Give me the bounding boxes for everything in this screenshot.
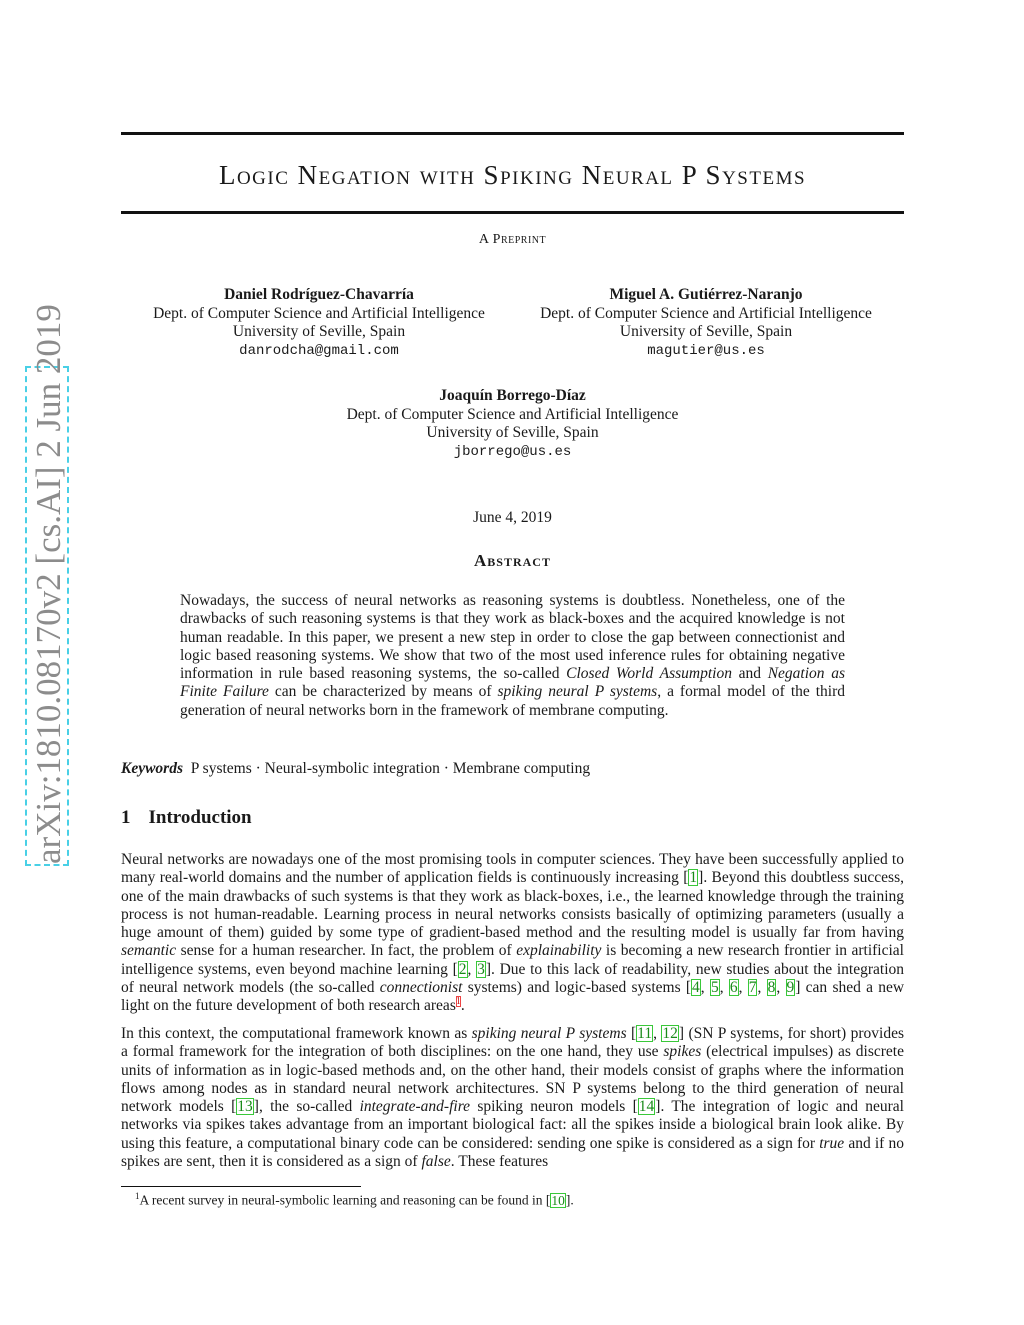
footnote-rule [121,1186,361,1187]
abstract-text: Nowadays, the success of neural networks as reasoning systems is doubtless. Nonetheless, one of the drawbacks of such reasoning systems is that they work as black-boxes and the acquired knowledge is not human readable. In this paper, we present a new step in order to close the gap between connectionist and logic based reasoning systems. We show that two of the most used inference rules for obtaining negative information in rule based reasoning systems, the so-called Closed World Assumption and Negation as Finite Failure can be characterized by means of spiking neural P systems, a formal model of the third generation of neural networks born in the framework of membrane computing. [180,592,846,719]
citation-link[interactable]: 3 [477,960,485,978]
paper-title: Logic Negation with Spiking Neural P Systems [218,160,807,190]
author-univ: University of Seville, Spain [426,424,599,441]
title-bottom-rule [121,211,904,214]
citation-link[interactable]: 13 [237,1098,253,1116]
citation-link[interactable]: 10 [551,1192,565,1208]
citation-link[interactable]: 6 [729,979,738,997]
citation-link[interactable]: 2 [458,960,467,978]
citation-link[interactable]: 14 [638,1098,655,1116]
author-block [121,387,904,461]
abstract-heading: Abstract [474,551,551,570]
citation-link[interactable]: 8 [767,979,776,997]
paper-date: June 4, 2019 [473,509,552,526]
author-email[interactable]: jborrego@us.es [453,443,572,460]
author-dept: Dept. of Computer Science and Artificial Intelligence [346,405,679,423]
author-email[interactable]: danrodcha@gmail.com [239,342,399,359]
keywords [121,760,590,778]
author-dept: Dept. of Computer Science and Artificial Intelligence [153,304,485,322]
footnote-link[interactable]: 1 [455,996,461,1008]
keywords-text: P systems · Neural-symbolic integration · Membrane computing [190,760,591,777]
preprint-label: A Preprint [478,232,547,247]
citation-link[interactable]: 9 [786,979,795,997]
citation-link[interactable]: 5 [710,979,719,997]
author-name: Miguel A. Gutiérrez-Naranjo [609,286,803,303]
citation-link[interactable]: 4 [692,979,700,997]
intro-paragraph-2: In this context, the computational framework known as spiking neural P systems [11, 12] (SN P systems, for short) provides a formal framework for the integration of both disciplines: on the one hand, they use spikes (electrical impulses) as discrete units of information as in logic-based methods and, on the other hand, their models consist of graphs where the information flows among nodes as in standard neural network architectures. SN P systems belong to the third generation of neural network models [13], the so-called integrate-and-fire spiking neuron models [14]. The integration of logic and neural networks via spikes takes advantage from an important biological fact: all the spikes inside a biological brain look alike. By using this feature, a computational binary code can be considered: sending one spike is considered as a sign for true and if no spikes are sent, then it is considered as a sign of false. These features [121,1025,904,1171]
keywords-label: Keywords [121,760,183,777]
author-block [121,286,517,360]
author-name: Daniel Rodríguez-Chavarría [224,286,414,303]
author-name: Joaquín Borrego-Díaz [439,387,586,404]
citation-link[interactable]: 1 [689,869,698,887]
author-email[interactable]: magutier@us.es [647,342,765,359]
author-univ: University of Seville, Spain [619,323,793,340]
title-top-rule [121,132,904,135]
intro-paragraph-1: Neural networks are nowadays one of the most promising tools in computer sciences. They have been successfully applied to many real-world domains and the number of application fields is continuously increasing [1]. Beyond this doubtless success, one of the main drawbacks of such systems is that they work as black-boxes, i.e., the learned knowledge through the training process is not human-readable. Learning process in neural networks consists basically of optimizing parameters (usually a huge amount of them) guided by some type of gradient-based method and the resulting model is usually far from having semantic sense for a human researcher. In fact, the problem of explainability is becoming a new research frontier in artificial intelligence systems, even beyond machine learning [2, 3]. Due to this lack of readability, new studies about the integration of neural network models (the so-called connectionist systems) and logic-based systems [4, 5, 6, 7, 8, 9] can shed a new light on the future development of both research areas$^1$. [121,851,905,1015]
citation-link[interactable]: 12 [662,1025,678,1042]
citation-link[interactable]: 7 [748,979,757,997]
arxiv-identifier[interactable]: arXiv:1810.08170v2 [cs.AI] 2 Jun 2019 [25,366,69,866]
citation-link[interactable]: 11 [637,1025,653,1042]
author-block [508,286,904,360]
section-heading: 1 Introduction [121,807,252,828]
author-univ: University of Seville, Spain [232,323,406,340]
author-dept: Dept. of Computer Science and Artificial Intelligence [540,304,872,322]
footnote: $^1$A recent survey in neural-symbolic learning and reasoning can be found in [10]. [135,1191,574,1208]
